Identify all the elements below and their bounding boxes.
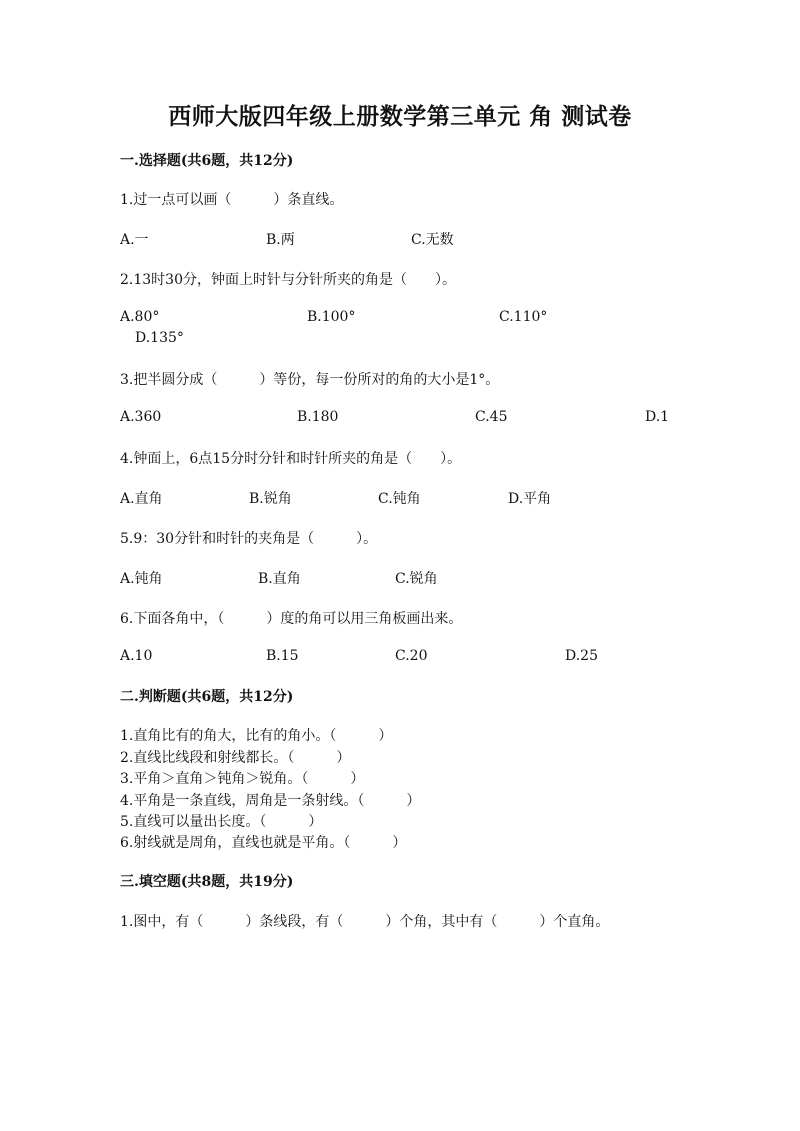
option-a: A.360	[120, 409, 162, 425]
judgment-item: 5.直线可以量出长度。（ ）	[120, 814, 323, 830]
option-a: A.10	[120, 648, 153, 664]
section-heading-choice: 一.选择题(共6题，共12分)	[120, 153, 294, 169]
section-heading-judgment: 二.判断题(共6题，共12分)	[120, 689, 294, 705]
option-b: B.180	[297, 409, 339, 425]
option-c: C.锐角	[395, 571, 438, 587]
fill-blank-item: 1.图中，有（ ）条线段，有（ ）个角，其中有（ ）个直角。	[120, 914, 610, 930]
option-d: D.135°	[135, 330, 184, 346]
option-c: C.无数	[411, 232, 454, 248]
question-text: 1.过一点可以画（ ）条直线。	[120, 192, 344, 208]
option-c: C.20	[395, 648, 428, 664]
judgment-item: 1.直角比有的角大，比有的角小。（ ）	[120, 728, 393, 744]
judgment-item: 3.平角＞直角＞钝角＞锐角。（ ）	[120, 771, 365, 787]
option-b: B.100°	[307, 309, 356, 325]
option-d: D.平角	[508, 491, 552, 507]
question-text: 5.9：30分针和时针的夹角是（ ）。	[120, 531, 378, 547]
section-heading-fill-blank: 三.填空题(共8题，共19分)	[120, 874, 294, 890]
page-title: 西师大版四年级上册数学第三单元 角 测试卷	[168, 103, 632, 130]
option-a: A.80°	[120, 309, 160, 325]
judgment-item: 4.平角是一条直线，周角是一条射线。（ ）	[120, 793, 421, 809]
question-text: 6.下面各角中，（ ）度的角可以用三角板画出来。	[120, 611, 463, 627]
judgment-item: 6.射线就是周角，直线也就是平角。（ ）	[120, 835, 407, 851]
option-c: C.钝角	[378, 491, 421, 507]
option-c: C.110°	[499, 309, 548, 325]
option-c: C.45	[475, 409, 508, 425]
option-d: D.25	[565, 648, 598, 664]
option-a: A.直角	[120, 491, 163, 507]
question-text: 4.钟面上，6点15分时分针和时针所夹的角是（ ）。	[120, 451, 462, 467]
option-b: B.两	[266, 232, 295, 248]
option-b: B.锐角	[249, 491, 292, 507]
option-d: D.1	[645, 409, 670, 425]
option-a: A.钝角	[120, 571, 163, 587]
option-b: B.直角	[258, 571, 301, 587]
judgment-item: 2.直线比线段和射线都长。（ ）	[120, 750, 351, 766]
question-text: 2.13时30分，钟面上时针与分针所夹的角是（ ）。	[120, 272, 456, 288]
question-text: 3.把半圆分成（ ）等份，每一份所对的角的大小是1°。	[120, 372, 500, 388]
option-b: B.15	[266, 648, 299, 664]
option-a: A.一	[120, 232, 149, 248]
